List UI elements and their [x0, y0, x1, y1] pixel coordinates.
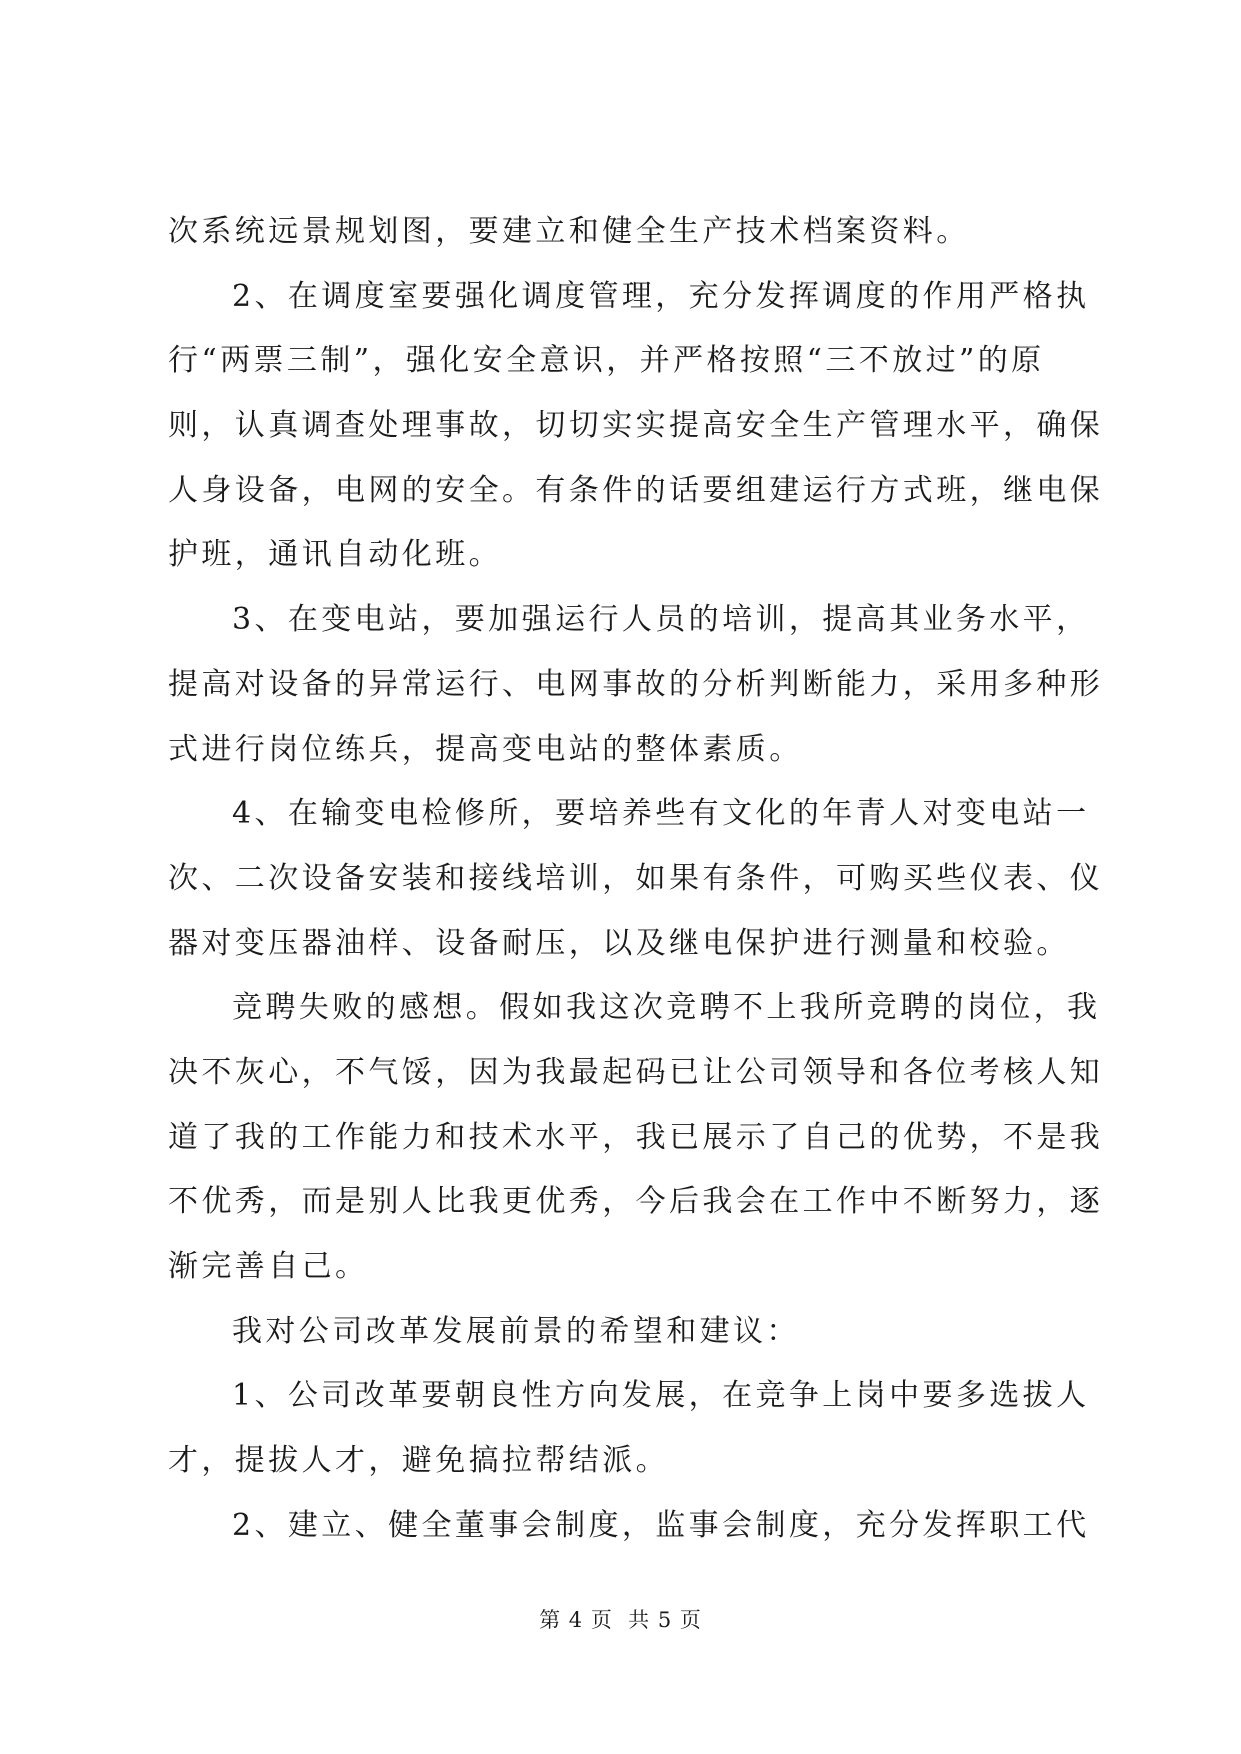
text-line: 渐完善自己。 [168, 1249, 369, 1284]
text-line: 式进行岗位练兵，提高变电站的整体素质。 [168, 731, 803, 767]
text-line: 3、在变电站，要加强运行人员的培训，提高其业务水平， [232, 602, 1090, 638]
text-line: 护班，通讯自动化班。 [168, 537, 502, 573]
text-line: 4、在输变电检修所，要培养些有文化的年青人对变电站一 [232, 796, 1090, 832]
text-line: 不优秀，而是别人比我更优秀，今后我会在工作中不断努力，逐 [168, 1184, 1104, 1220]
text-line: 道了我的工作能力和技术水平，我已展示了自己的优势，不是我 [168, 1119, 1104, 1155]
page-footer: 第 4 页 共 5 页 [539, 1608, 702, 1632]
document-body [168, 200, 1104, 1558]
text-line: 1、公司改革要朝良性方向发展，在竞争上岗中要多选拔人 [232, 1378, 1090, 1414]
text-line: 决不灰心，不气馁，因为我最起码已让公司领导和各位考核人知 [168, 1054, 1104, 1090]
text-line: 次、二次设备安装和接线培训，如果有条件，可购买些仪表、仪 [168, 860, 1104, 896]
text-line: 2、在调度室要强化调度管理，充分发挥调度的作用严格执 [232, 278, 1090, 314]
text-line: 提高对设备的异常运行、电网事故的分析判断能力，采用多种形 [168, 666, 1104, 702]
text-line: 行“两票三制”，强化安全意识，并严格按照“三不放过”的原 [168, 343, 1045, 379]
text-line: 次系统远景规划图，要建立和健全生产技术档案资料。 [168, 214, 970, 249]
text-line: 竞聘失败的感想。假如我这次竞聘不上我所竞聘的岗位，我 [232, 990, 1101, 1026]
text-line: 则，认真调查处理事故，切切实实提高安全生产管理水平，确保 [168, 408, 1104, 444]
text-line: 器对变压器油样、设备耐压，以及继电保护进行测量和校验。 [168, 925, 1070, 961]
text-line: 2、建立、健全董事会制度，监事会制度，充分发挥职工代 [232, 1507, 1090, 1543]
text-line: 才，提拔人才，避免搞拉帮结派。 [168, 1443, 669, 1479]
text-line: 我对公司改革发展前景的希望和建议： [232, 1313, 800, 1349]
text-line: 人身设备，电网的安全。有条件的话要组建运行方式班，继电保 [168, 472, 1104, 508]
